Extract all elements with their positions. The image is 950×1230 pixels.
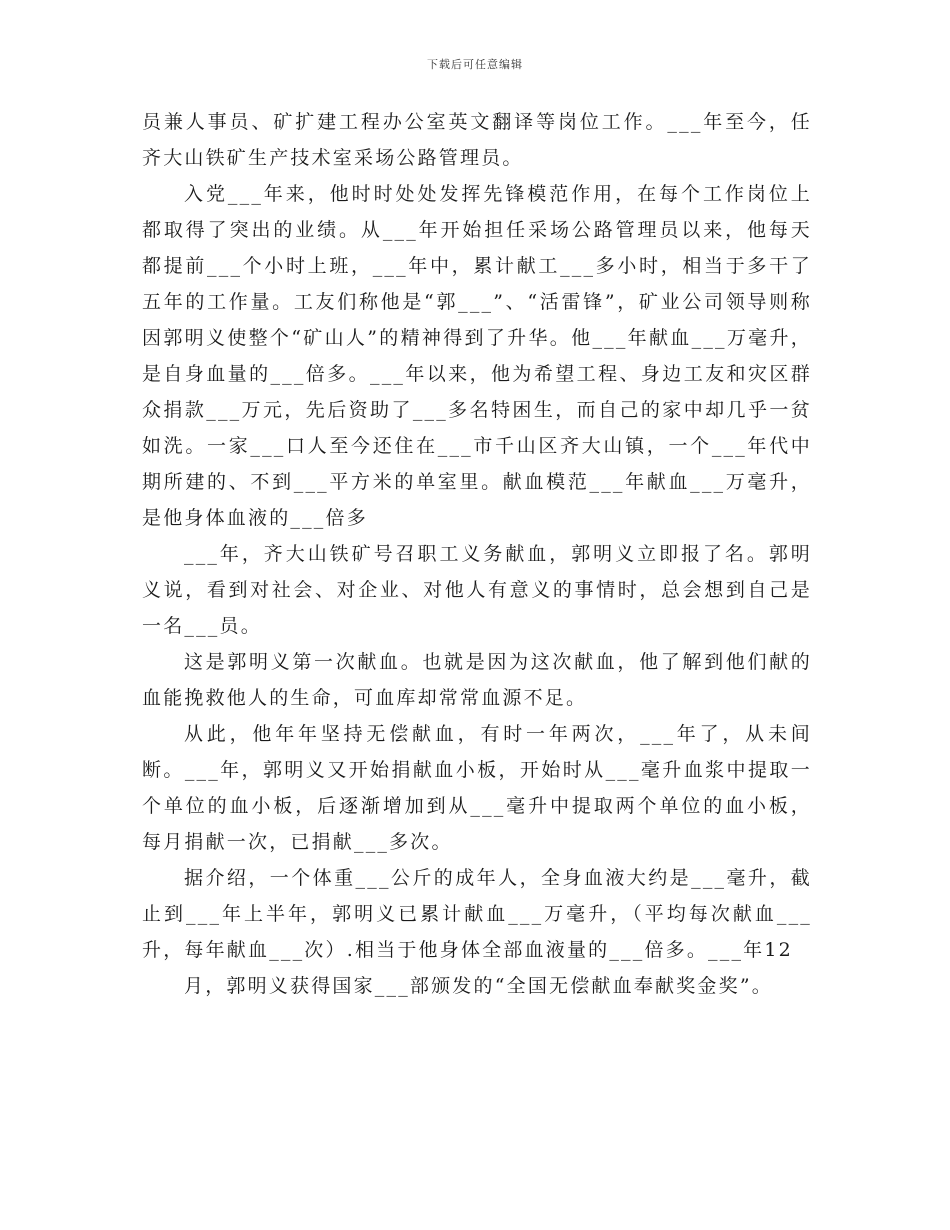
paragraph-3: ___年，齐大山铁矿号召职工义务献血，郭明义立即报了名。郭明义说，看到对社会、对企业、对他人有意义的事情时，总会想到自己是一名___员。 <box>142 543 812 637</box>
paragraph-7: 月，郭明义获得国家___部颁发的“全国无偿献血奉献奖金奖”。 <box>184 975 773 997</box>
paragraph-2: 入党___年来，他时时处处发挥先锋模范作用，在每个工作岗位上都取得了突出的业绩。从___年开始担任采场公路管理员以来，他每天都提前___个小时上班，___年中，累计献工___多小时，相当于多干了五年的工作量。工友们称他是“郭___”、“活雷锋”，矿业公司领导则称因郭明义使整个“矿山人”的精神得到了升华。他___年献血___万毫升，是自身血量的___倍多。___年以来，他为希望工程、身边工友和灾区群众捐款___万元，先后资助了___多名特困生，而自己的家中却几乎一贫如洗。一家___口人至今还住在___市千山区齐大山镇，一个___年代中期所建的、不到___平方米的单室里。献血模范___年献血___万毫升，是他身体血液的___倍多 <box>142 183 812 529</box>
page-header: 下载后可任意编辑 <box>427 58 523 71</box>
paragraph-1: 员兼人事员、矿扩建工程办公室英文翻译等岗位工作。___年至今，任齐大山铁矿生产技术室采场公路管理员。 <box>142 111 812 169</box>
paragraph-5: 从此，他年年坚持无偿献血，有时一年两次，___年了，从未间断。___年，郭明义又开始捐献血小板，开始时从___毫升血浆中提取一个单位的血小板，后逐渐增加到从___毫升中提取两个单位的血小板，每月捐献一次，已捐献___多次。 <box>142 723 812 853</box>
document-body <box>142 104 812 1004</box>
paragraph-4: 这是郭明义第一次献血。也就是因为这次献血，他了解到他们献的血能挽救他人的生命，可血库却常常血源不足。 <box>142 651 812 709</box>
paragraph-6: 据介绍，一个体重___公斤的成年人，全身血液大约是___毫升，截止到___年上半年，郭明义已累计献血___万毫升，（平均每次献血___升，每年献血___次）.相当于他身体全部血液量的___倍多。___年12 <box>142 867 812 961</box>
